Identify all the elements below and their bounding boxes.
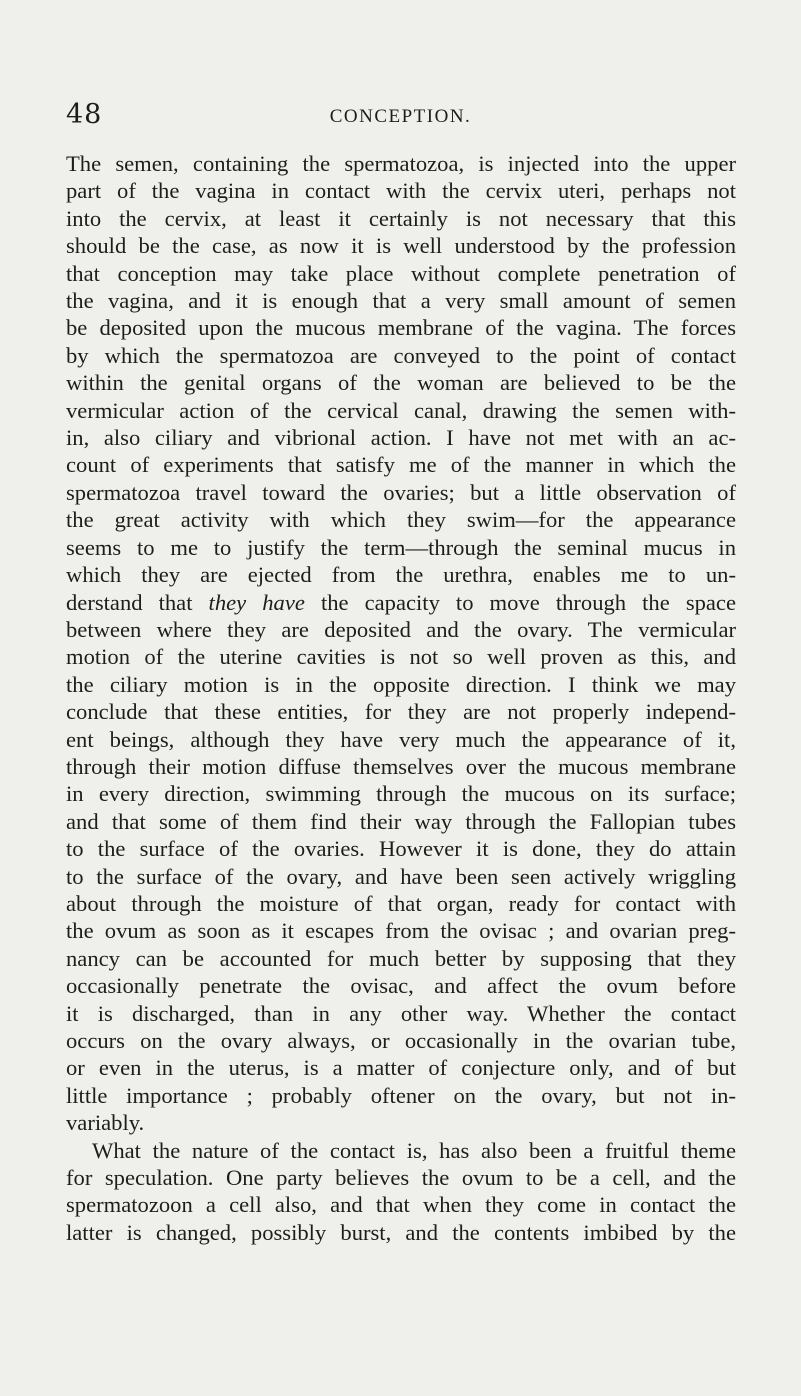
text-line: nancy can be accounted for much better by supposing that they	[66, 945, 736, 971]
text-line: about through the moisture of that organ, ready for contact with	[66, 890, 736, 916]
text-line: the ovum as soon as it escapes from the ovisac ; and ovarian preg-	[66, 918, 736, 944]
text-line: occurs on the ovary always, or occasionally in the ovarian tube,	[66, 1028, 736, 1053]
text-line-with-italic	[66, 589, 736, 616]
text-line: the great activity with which they swim—for the appearance	[66, 507, 736, 533]
text-line: it is discharged, than in any other way. Whether the contact	[66, 1000, 736, 1026]
text-line: to the surface of the ovary, and have been seen actively wriggling	[66, 863, 736, 889]
page-number: 48	[66, 99, 103, 130]
text-line: part of the vagina in contact with the cervix uteri, perhaps not	[66, 178, 736, 204]
text-line: for speculation. One party believes the ovum to be a cell, and the	[66, 1165, 736, 1191]
text-line: that conception may take place without complete penetration of	[66, 260, 736, 286]
text-line: which they are ejected from the urethra, enables me to un-	[66, 562, 736, 588]
text-line: be deposited upon the mucous membrane of the vagina. The forces	[66, 315, 736, 341]
italic-phrase: they have	[208, 589, 305, 615]
text-line: occasionally penetrate the ovisac, and affect the ovum before	[66, 973, 736, 999]
text-line: should be the case, as now it is well understood by the profession	[66, 233, 736, 259]
text-line: by which the spermatozoa are conveyed to the point of contact	[66, 342, 736, 368]
text-line: between where they are deposited and the ovary. The vermicular	[66, 616, 736, 642]
running-head: CONCEPTION.	[329, 106, 472, 127]
text-line: The semen, containing the spermatozoa, is injected into the upper	[66, 151, 736, 176]
text-line: motion of the uterine cavities is not so well proven as this, and	[66, 644, 736, 670]
text-segment: the capacity to move through the space	[304, 589, 736, 615]
text-line: spermatozoon a cell also, and that when they come in contact the	[66, 1192, 736, 1218]
paragraph-last-line: variably.	[66, 1110, 145, 1136]
text-line: latter is changed, possibly burst, and the contents imbibed by the	[66, 1219, 736, 1245]
text-line: vermicular action of the cervical canal, drawing the semen with-	[66, 397, 736, 423]
text-line: within the genital organs of the woman are believed to be the	[66, 370, 736, 396]
text-line: the vagina, and it is enough that a very small amount of semen	[66, 288, 736, 314]
text-line: into the cervix, at least it certainly is not necessary that this	[66, 205, 736, 231]
text-line: and that some of them find their way through the Fallopian tubes	[66, 808, 736, 834]
text-line: spermatozoa travel toward the ovaries; but a little observation of	[66, 479, 736, 505]
text-segment: derstand that	[66, 589, 209, 615]
body-text	[66, 150, 736, 1246]
text-line: the ciliary motion is in the opposite direction. I think we may	[66, 671, 736, 697]
text-line: in every direction, swimming through the mucous on its surface;	[66, 781, 736, 807]
text-line: count of experiments that satisfy me of the manner in which the	[66, 452, 736, 478]
text-line: to the surface of the ovaries. However it is done, they do attain	[66, 836, 736, 862]
text-line: little importance ; probably oftener on the ovary, but not in-	[66, 1082, 736, 1108]
text-line: seems to me to justify the term—through the seminal mucus in	[66, 534, 736, 560]
text-line: or even in the uterus, is a matter of conjecture only, and of but	[66, 1055, 736, 1081]
text-line: ent beings, although they have very much the appearance of it,	[66, 726, 736, 752]
text-line: in, also ciliary and vibrional action. I have not met with an ac-	[66, 425, 736, 451]
text-line: through their motion diffuse themselves over the mucous membrane	[66, 753, 736, 779]
text-line: What the nature of the contact is, has also been a fruitful theme	[92, 1137, 736, 1163]
text-line: conclude that these entities, for they are not properly independ-	[66, 699, 736, 725]
